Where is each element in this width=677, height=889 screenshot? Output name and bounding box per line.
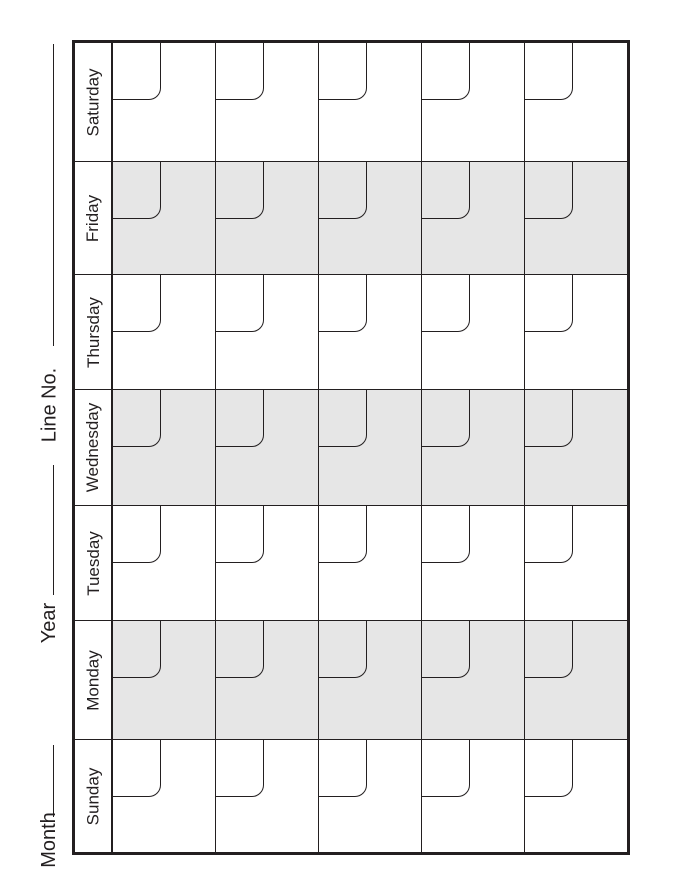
date-number-box[interactable] bbox=[216, 506, 264, 563]
date-number-box[interactable] bbox=[113, 506, 161, 563]
year-label: Year bbox=[38, 602, 61, 644]
day-cell[interactable] bbox=[318, 162, 421, 274]
day-row-monday bbox=[75, 620, 627, 739]
date-number-box[interactable] bbox=[422, 740, 470, 797]
date-number-box[interactable] bbox=[525, 43, 573, 100]
date-number-box[interactable] bbox=[525, 621, 573, 678]
day-name: Thursday bbox=[83, 296, 103, 368]
date-number-box[interactable] bbox=[422, 162, 470, 219]
date-number-box[interactable] bbox=[319, 275, 367, 332]
date-number-box[interactable] bbox=[216, 740, 264, 797]
date-number-box[interactable] bbox=[216, 275, 264, 332]
date-number-box[interactable] bbox=[216, 621, 264, 678]
day-cell[interactable] bbox=[421, 275, 524, 389]
date-number-box[interactable] bbox=[319, 740, 367, 797]
date-number-box[interactable] bbox=[525, 162, 573, 219]
day-name: Sunday bbox=[83, 767, 103, 825]
day-row-saturday bbox=[75, 43, 627, 161]
day-name: Friday bbox=[83, 194, 103, 242]
date-number-box[interactable] bbox=[216, 162, 264, 219]
day-label-friday bbox=[75, 162, 113, 274]
month-entry-line[interactable] bbox=[53, 745, 54, 817]
date-number-box[interactable] bbox=[113, 390, 161, 447]
day-label-thursday bbox=[75, 275, 113, 389]
day-cell[interactable] bbox=[113, 43, 215, 161]
date-number-box[interactable] bbox=[113, 162, 161, 219]
day-row-sunday bbox=[75, 739, 627, 852]
day-name: Saturday bbox=[83, 67, 103, 137]
date-number-box[interactable] bbox=[319, 390, 367, 447]
date-number-box[interactable] bbox=[525, 506, 573, 563]
day-cell[interactable] bbox=[421, 43, 524, 161]
day-cell[interactable] bbox=[113, 162, 215, 274]
day-label-saturday bbox=[75, 43, 113, 161]
day-cell[interactable] bbox=[113, 621, 215, 739]
date-number-box[interactable] bbox=[525, 390, 573, 447]
day-row-wednesday bbox=[75, 389, 627, 505]
date-number-box[interactable] bbox=[113, 740, 161, 797]
day-cell[interactable] bbox=[318, 275, 421, 389]
date-number-box[interactable] bbox=[113, 275, 161, 332]
date-number-box[interactable] bbox=[113, 621, 161, 678]
day-cell[interactable] bbox=[215, 275, 318, 389]
day-cell[interactable] bbox=[215, 506, 318, 620]
day-cell[interactable] bbox=[215, 43, 318, 161]
day-cell[interactable] bbox=[113, 506, 215, 620]
day-row-thursday bbox=[75, 274, 627, 389]
day-cell[interactable] bbox=[524, 740, 627, 852]
day-cell[interactable] bbox=[421, 740, 524, 852]
day-cell[interactable] bbox=[215, 390, 318, 505]
day-cell[interactable] bbox=[113, 275, 215, 389]
day-name: Monday bbox=[83, 649, 103, 711]
calendar-header bbox=[36, 40, 62, 868]
day-label-monday bbox=[75, 621, 113, 739]
date-number-box[interactable] bbox=[216, 43, 264, 100]
day-name: Tuesday bbox=[83, 530, 103, 596]
date-number-box[interactable] bbox=[319, 162, 367, 219]
date-number-box[interactable] bbox=[422, 390, 470, 447]
date-number-box[interactable] bbox=[422, 275, 470, 332]
year-entry-line[interactable] bbox=[53, 465, 54, 595]
date-number-box[interactable] bbox=[525, 740, 573, 797]
day-label-sunday bbox=[75, 740, 113, 852]
day-cell[interactable] bbox=[421, 506, 524, 620]
date-number-box[interactable] bbox=[422, 621, 470, 678]
date-number-box[interactable] bbox=[216, 390, 264, 447]
date-number-box[interactable] bbox=[422, 43, 470, 100]
date-number-box[interactable] bbox=[319, 43, 367, 100]
day-cell[interactable] bbox=[318, 43, 421, 161]
day-row-friday bbox=[75, 161, 627, 274]
day-cell[interactable] bbox=[421, 621, 524, 739]
day-label-wednesday bbox=[75, 390, 113, 505]
day-cell[interactable] bbox=[113, 740, 215, 852]
month-label: Month bbox=[38, 812, 60, 868]
day-name: Wednesday bbox=[83, 402, 103, 493]
day-cell[interactable] bbox=[421, 162, 524, 274]
day-cell[interactable] bbox=[524, 390, 627, 505]
day-row-tuesday bbox=[75, 505, 627, 620]
day-cell[interactable] bbox=[524, 275, 627, 389]
day-cell[interactable] bbox=[421, 390, 524, 505]
day-cell[interactable] bbox=[215, 162, 318, 274]
day-cell[interactable] bbox=[524, 506, 627, 620]
day-cell[interactable] bbox=[215, 621, 318, 739]
date-number-box[interactable] bbox=[113, 43, 161, 100]
day-cell[interactable] bbox=[524, 43, 627, 161]
day-cell[interactable] bbox=[113, 390, 215, 505]
date-number-box[interactable] bbox=[319, 621, 367, 678]
date-number-box[interactable] bbox=[319, 506, 367, 563]
day-cell[interactable] bbox=[318, 740, 421, 852]
day-cell[interactable] bbox=[524, 162, 627, 274]
day-cell[interactable] bbox=[215, 740, 318, 852]
day-cell[interactable] bbox=[524, 621, 627, 739]
day-label-tuesday bbox=[75, 506, 113, 620]
calendar-grid bbox=[72, 40, 630, 855]
date-number-box[interactable] bbox=[525, 275, 573, 332]
line-no-label: Line No. bbox=[38, 367, 60, 443]
day-cell[interactable] bbox=[318, 506, 421, 620]
day-cell[interactable] bbox=[318, 390, 421, 505]
day-cell[interactable] bbox=[318, 621, 421, 739]
date-number-box[interactable] bbox=[422, 506, 470, 563]
line-no-entry-line[interactable] bbox=[53, 44, 54, 346]
